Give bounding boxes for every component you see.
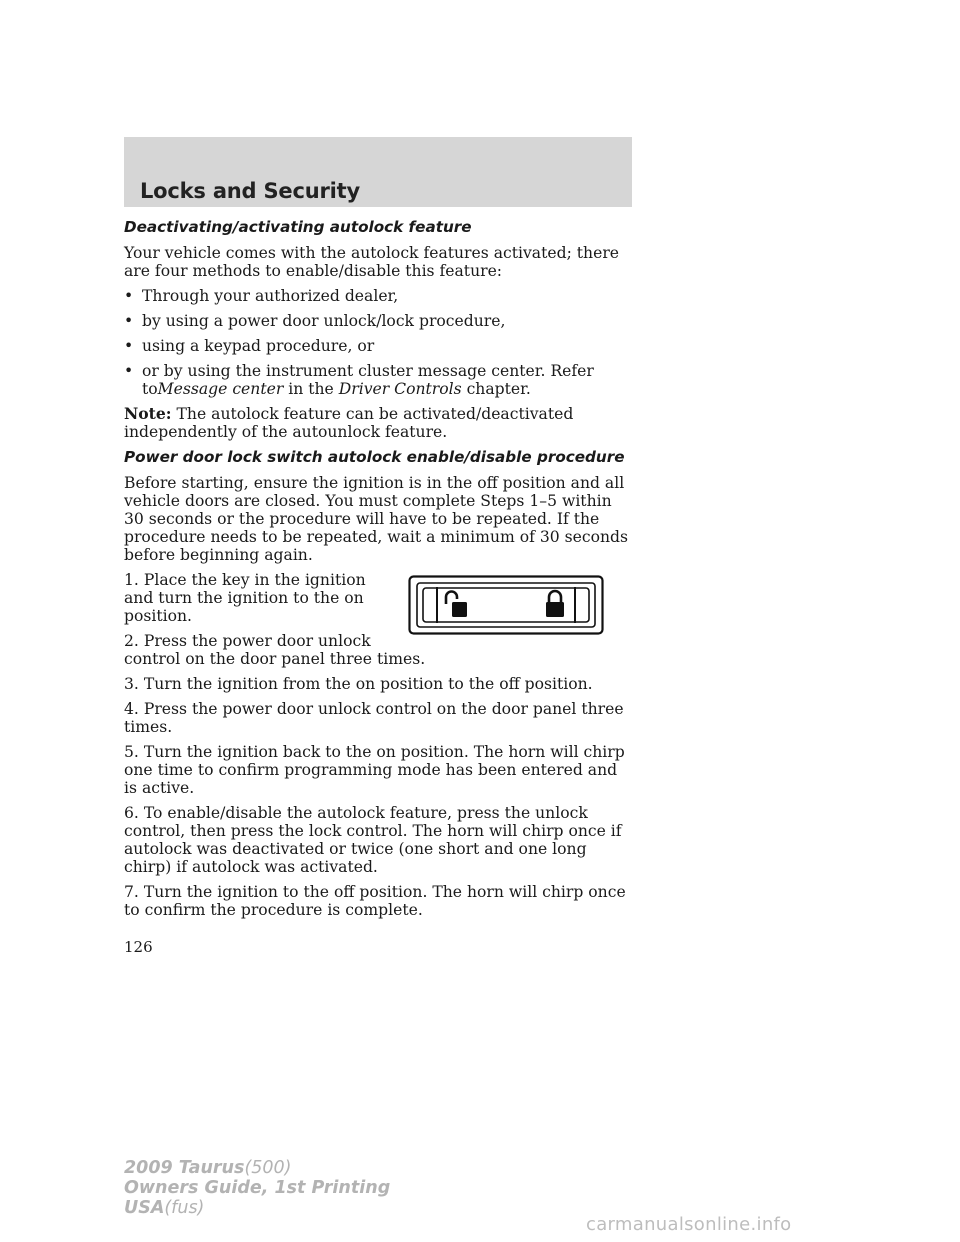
step-4: 4. Press the power door unlock control on the door panel three times. xyxy=(124,700,624,736)
list-item: • using a keypad procedure, or xyxy=(124,337,375,355)
page-number: 126 xyxy=(124,938,153,956)
section-intro: Your vehicle comes with the autolock features activated; there are four methods to enable/disable this feature: xyxy=(124,244,620,280)
step-3: 3. Turn the ignition from the on position to the off position. xyxy=(124,675,593,693)
step-1: 1. Place the key in the ignition and turn the ignition to the on position. xyxy=(124,571,366,625)
bullet-icon: • xyxy=(124,337,134,355)
section-heading-procedure: Power door lock switch autolock enable/disable procedure xyxy=(124,448,625,466)
print-footer: 2009 Taurus(500) Owners Guide, 1st Printing USA(fus) xyxy=(124,1158,391,1218)
chapter-title: Locks and Security xyxy=(140,179,360,203)
door-lock-switch-illustration xyxy=(408,575,604,635)
step-7: 7. Turn the ignition to the off position. The horn will chirp once to confirm the procedure is complete. xyxy=(124,883,626,919)
watermark-text: carmanualsonline.info xyxy=(586,1214,792,1235)
procedure-intro: Before starting, ensure the ignition is in the off position and all vehicle doors are closed. You must complete Steps 1–5 within 30 seconds or the procedure will have to be repeated. If the procedure needs to be repeated, wait a minimum of 30 seconds before beginning again. xyxy=(124,474,629,564)
list-item: • by using a power door unlock/lock procedure, xyxy=(124,312,506,330)
section-heading-autolock: Deactivating/activating autolock feature xyxy=(124,218,472,236)
bullet-icon: • xyxy=(124,312,134,330)
note-label: Note: xyxy=(124,404,172,423)
step-2: 2. Press the power door unlock control on the door panel three times. xyxy=(124,632,426,668)
page-content xyxy=(124,218,634,926)
bullet-icon: • xyxy=(124,287,134,305)
step-6: 6. To enable/disable the autolock feature, press the unlock control, then press the lock control. The horn will chirp once if autolock was deactivated or twice (one short and one long chirp) if autolock was activated. xyxy=(124,804,622,876)
chapter-header-band xyxy=(124,137,632,207)
cross-reference-message-center: Message center xyxy=(157,380,284,398)
step-5: 5. Turn the ignition back to the on position. The horn will chirp one time to confirm programming mode has been entered and is active. xyxy=(124,743,625,797)
bullet-icon: • xyxy=(124,362,134,380)
cross-reference-driver-controls: Driver Controls xyxy=(338,380,462,398)
list-item: • or by using the instrument cluster message center. Refer toMessage center in the Driver Controls chapter. xyxy=(124,362,594,398)
list-item: • Through your authorized dealer, xyxy=(124,287,399,305)
note-paragraph: Note: The autolock feature can be activated/deactivated independently of the autounlock feature. xyxy=(124,404,574,441)
